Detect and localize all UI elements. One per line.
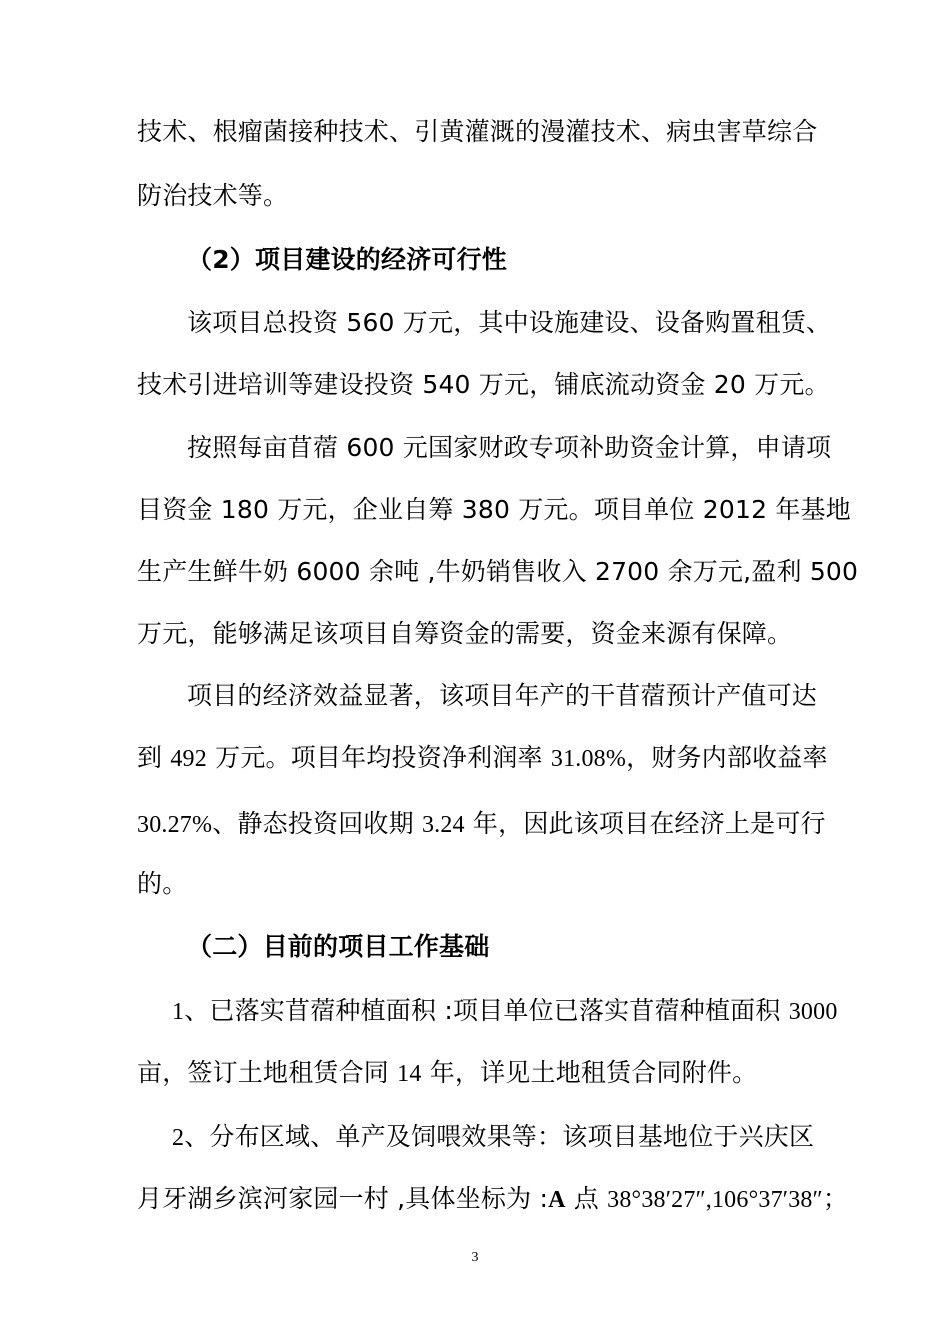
text-run: 万元。项目年均投资净利润率 (206, 743, 551, 772)
text-run: 、分布区域、单产及饲喂效果等：该项目基地位于兴庆区 (184, 1122, 815, 1151)
section-heading-economic: （2）项目建设的经济可行性 (187, 245, 507, 274)
text-run: ； (822, 1184, 849, 1213)
text-run: 点 (565, 1184, 608, 1213)
text-run: 亩，签订土地租赁合同 (137, 1058, 398, 1087)
paragraph-line: 按照每亩苜蓿 600 元国家财政专项补助资金计算，申请项 (187, 433, 832, 462)
paragraph-line (137, 740, 837, 777)
label-run: A (548, 1187, 566, 1213)
number-run: 31.08% (550, 746, 627, 772)
text-run: 月牙湖乡滨河家园一村 ,具体坐标为 : (137, 1184, 549, 1213)
number-run: 1 (172, 999, 185, 1025)
number-run: 30.27% (137, 812, 213, 838)
text-run: 、静态投资回收期 (212, 809, 422, 838)
list-item-line (172, 993, 872, 1030)
paragraph-line: 该项目总投资 560 万元，其中设施建设、设备购置租赁、 (187, 308, 832, 337)
paragraph-line: 的。 (137, 869, 188, 898)
section-heading-basis: （二）目前的项目工作基础 (187, 932, 490, 961)
number-run: 2 (172, 1125, 185, 1151)
paragraph-line: 项目的经济效益显著，该项目年产的干苜蓿预计产值可达 (187, 681, 818, 710)
number-run: 3000 (788, 999, 838, 1025)
list-item-line (137, 1181, 849, 1218)
text-run: 、已落实苜蓿种植面积 :项目单位已落实苜蓿种植面积 (184, 996, 789, 1025)
text-run: ，财务内部收益率 (626, 743, 828, 772)
paragraph-line (137, 806, 837, 843)
list-item-line (172, 1119, 872, 1156)
text-run: 到 (137, 743, 171, 772)
page-number: 3 (471, 1250, 479, 1265)
text-run: 年，因此该项目在经济上是可行 (464, 809, 826, 838)
paragraph-line: 生产生鲜牛奶 6000 余吨 ,牛奶销售收入 2700 余万元,盈利 500 (137, 557, 859, 586)
paragraph-line: 技术引进培训等建设投资 540 万元，铺底流动资金 20 万元。 (137, 370, 830, 399)
number-run: 14 (397, 1061, 422, 1087)
text-run: 年，详见土地租赁合同附件。 (421, 1058, 758, 1087)
coordinate-run: 38°38′27″,106°37′38″ (607, 1187, 823, 1213)
paragraph-line: 万元，能够满足该项目自筹资金的需要，资金来源有保障。 (137, 619, 793, 648)
number-run: 492 (170, 746, 207, 772)
paragraph-line: 防治技术等。 (137, 181, 289, 210)
paragraph-line: 技术、根瘤菌接种技术、引黄灌溉的漫灌技术、病虫害草综合 (137, 117, 818, 146)
paragraph-line: 目资金 180 万元，企业自筹 380 万元。项目单位 2012 年基地 (137, 495, 851, 524)
list-item-line (137, 1055, 837, 1092)
number-run: 3.24 (421, 812, 465, 838)
